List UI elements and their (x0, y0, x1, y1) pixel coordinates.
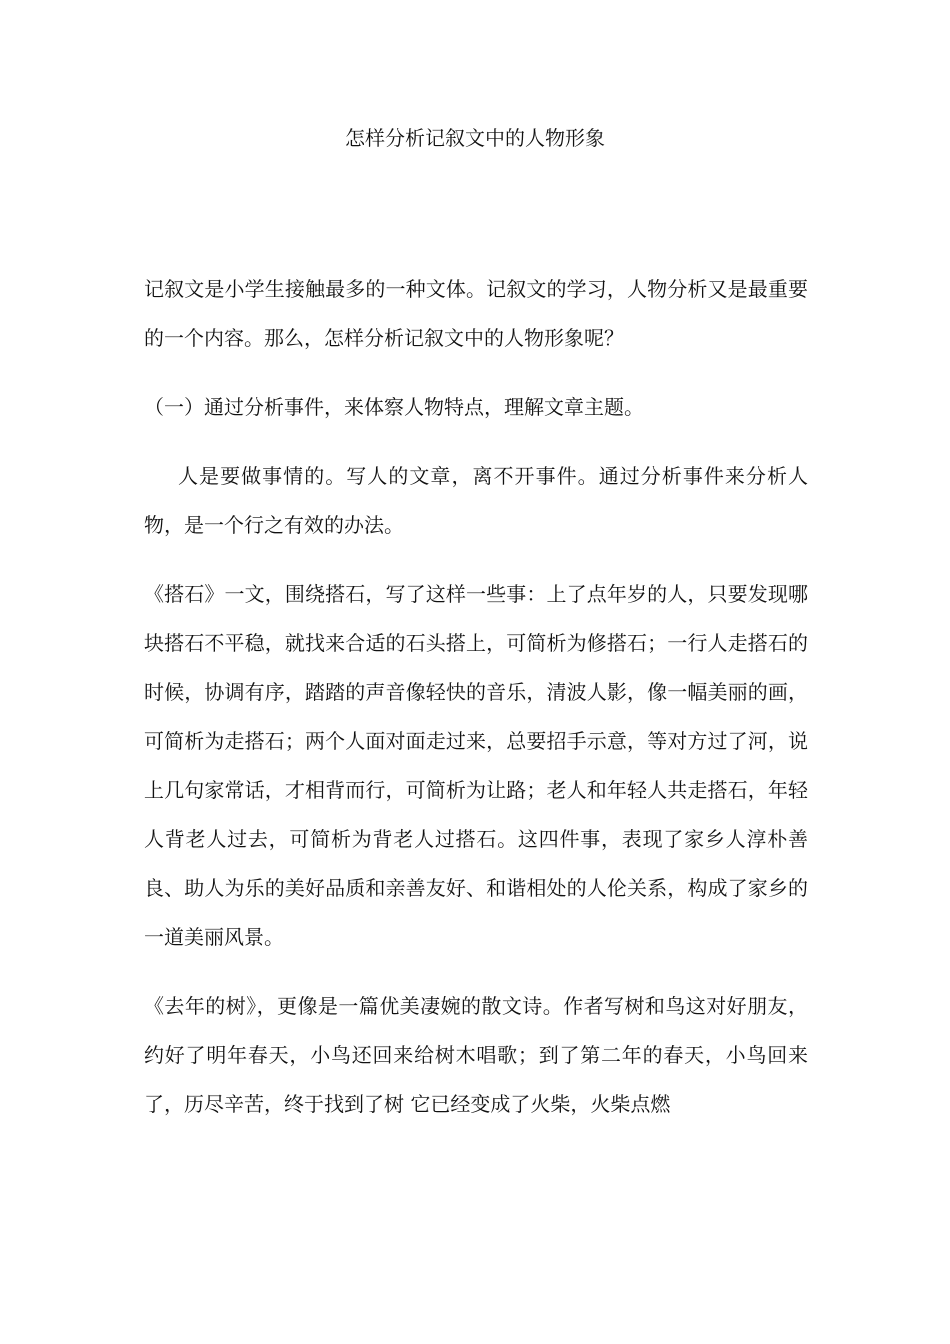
paragraph-events: 人是要做事情的。写人的文章，离不开事件。通过分析事件来分析人物，是一个行之有效的办法。 (144, 464, 808, 537)
document-body (144, 265, 808, 1149)
section-heading-1: （一）通过分析事件，来体察人物特点，理解文章主题。 (144, 395, 644, 419)
paragraph-dashi: 《搭石》一文，围绕搭石，写了这样一些事：上了点年岁的人，只要发现哪块搭石不平稳，就找来合适的石头搭上，可简析为修搭石；一行人走搭石的时候，协调有序，踏踏的声音像轻快的音乐，清波人影，像一幅美丽的画，可简析为走搭石；两个人面对面走过来，总要招手示意，等对方过了河，说上几句家常话，才相背而行，可简析为让路；老人和年轻人共走搭石，年轻人背老人过去，可简析为背老人过搭石。这四件事，表现了家乡人淳朴善良、助人为乐的美好品质和亲善友好、和谐相处的人伦关系，构成了家乡的一道美丽风景。 (144, 582, 808, 949)
paragraph-qunian-de-shu: 《去年的树》，更像是一篇优美凄婉的散文诗。作者写树和鸟这对好朋友，约好了明年春天，小鸟还回来给树木唱歌；到了第二年的春天，小鸟回来了，历尽辛苦，终于找到了树 它已经变成了火柴，火柴点燃 (144, 994, 808, 1116)
paragraph-intro: 记叙文是小学生接触最多的一种文体。记叙文的学习，人物分析又是最重要的一个内容。那么，怎样分析记叙文中的人物形象呢？ (144, 277, 808, 350)
document-title: 怎样分析记叙文中的人物形象 (345, 126, 605, 150)
